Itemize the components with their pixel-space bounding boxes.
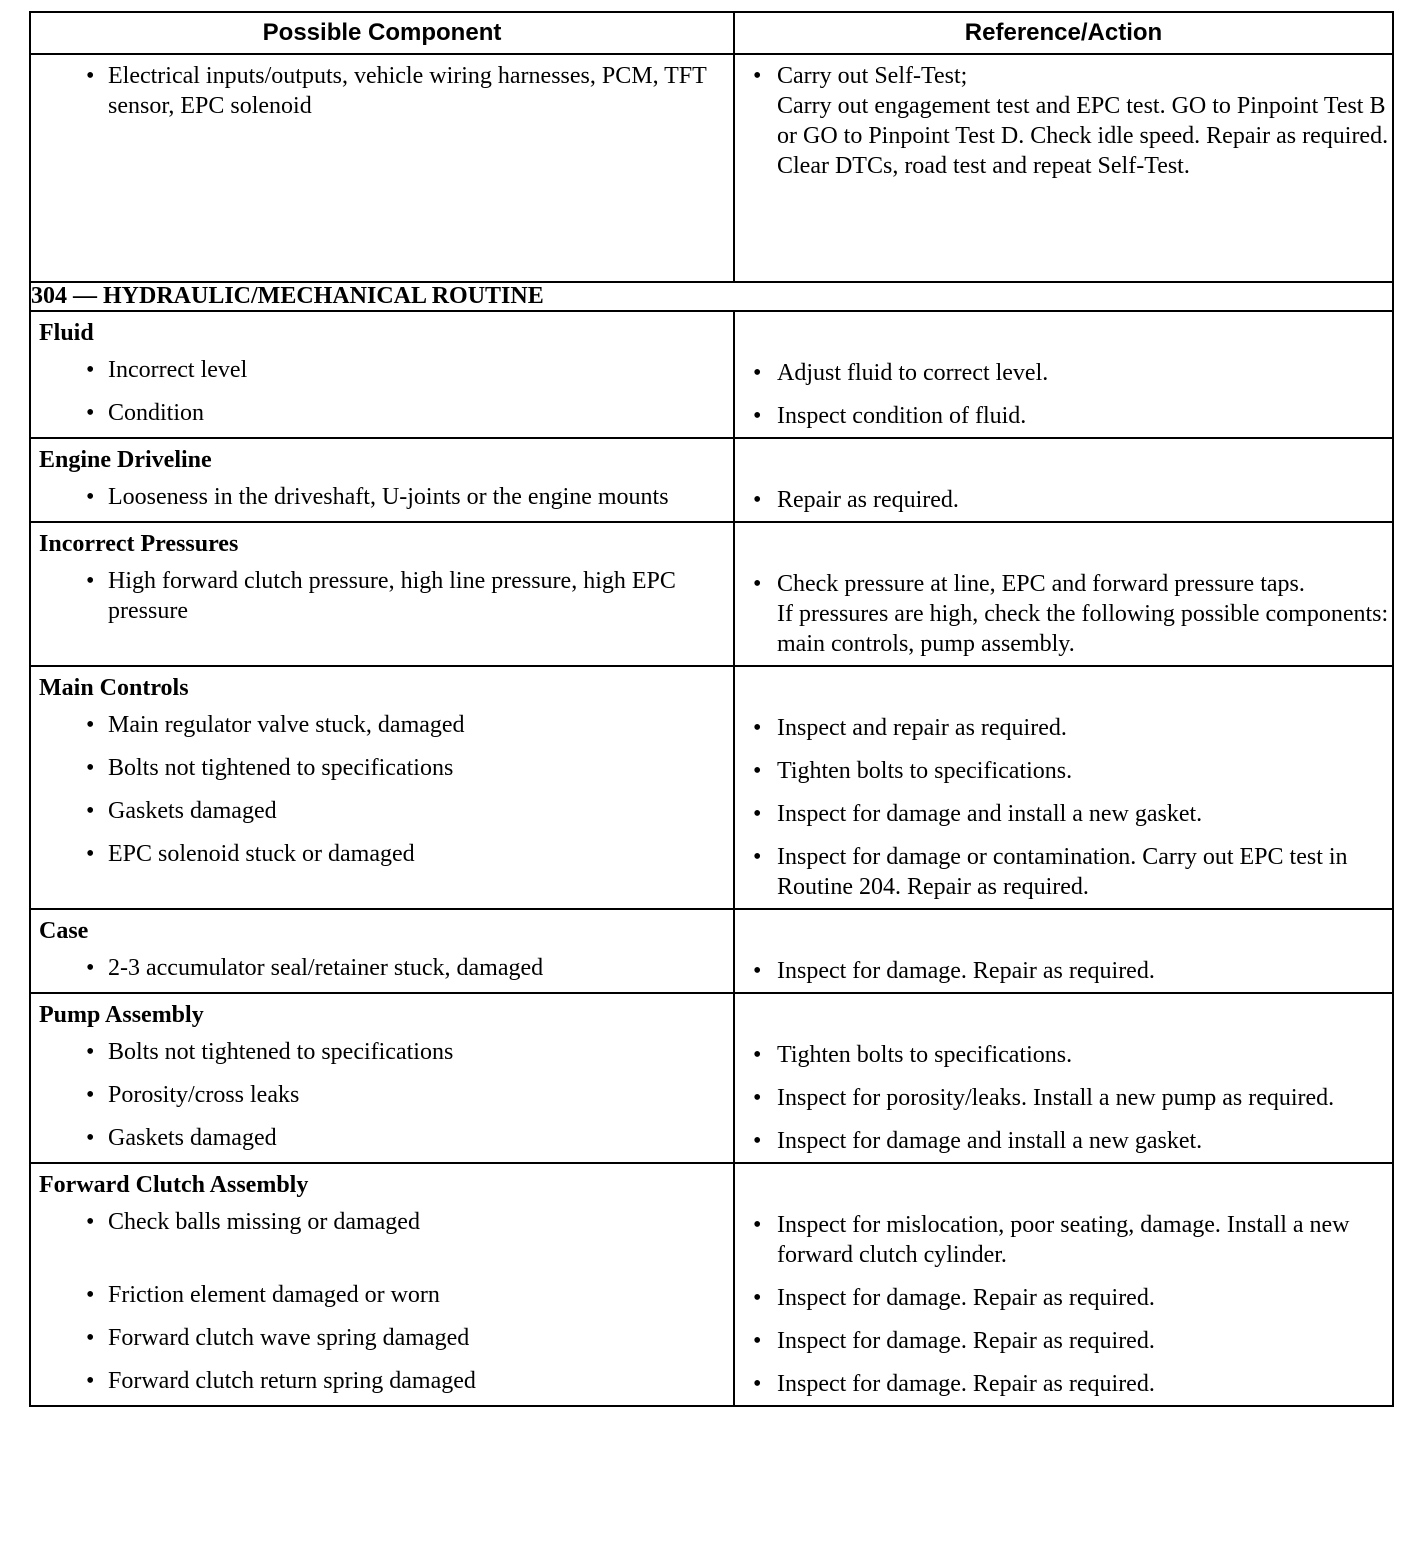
section-engine-driveline [30,438,1393,522]
component-cell [30,438,734,522]
action-text: Tighten bolts to specifications. [777,758,1073,784]
component-cell [30,522,734,666]
bullet: • [86,955,95,981]
component-text: Bolts not tightened to specifications [108,755,454,781]
list-item [735,1040,1392,1083]
list-item [31,61,733,121]
list-item [735,1283,1392,1326]
bullet: • [753,958,762,984]
list-item [735,1369,1392,1405]
action-text: Inspect for damage. Repair as required. [777,1371,1155,1397]
bullet: • [753,1085,762,1111]
section-title: Incorrect Pressures [39,531,239,557]
action-text: Inspect for mislocation, poor seating, damage. Install a new forward clutch cylinder. [777,1212,1350,1268]
bullet: • [86,568,95,594]
list-item [31,953,733,989]
list-item [735,1126,1392,1162]
component-text: 2-3 accumulator seal/retainer stuck, damaged [108,955,544,981]
action-text: Carry out Self-Test; Carry out engagement test and EPC test. GO to Pinpoint Test B or GO to Pinpoint Test D. Check idle speed. Repair as required. Clear DTCs, road test and repeat Self-Test. [777,63,1389,179]
bullet: • [753,801,762,827]
bullet: • [86,1282,95,1308]
component-text: Incorrect level [108,357,248,383]
bullet: • [753,63,762,89]
component-text: Gaskets damaged [108,798,277,824]
component-text: Looseness in the driveshaft, U-joints or the engine mounts [108,484,669,510]
list-item [735,1326,1392,1369]
bullet: • [86,755,95,781]
section-main-controls [30,666,1393,909]
list-item [735,1083,1392,1126]
component-cell [30,1163,734,1406]
bullet: • [753,1328,762,1354]
bullet: • [86,1368,95,1394]
list-item [735,756,1392,799]
bullet: • [753,1212,762,1238]
bullet: • [86,1325,95,1351]
action-text: Inspect for damage. Repair as required. [777,1285,1155,1311]
bullet: • [753,360,762,386]
section-pump-assembly [30,993,1393,1163]
bullet: • [86,1039,95,1065]
diagnostic-table [29,11,1394,1407]
bullet: • [753,1285,762,1311]
list-item [31,1366,733,1402]
list-item [31,398,733,434]
bullet: • [86,357,95,383]
component-text: Check balls missing or damaged [108,1209,420,1235]
intro-row [30,54,1393,282]
bullet: • [86,400,95,426]
header-possible-component: Possible Component [30,12,734,54]
component-cell [30,666,734,909]
section-title: Engine Driveline [39,447,212,473]
list-item [31,482,733,518]
list-item [31,355,733,398]
bullet: • [753,1128,762,1154]
section-title: Case [39,918,89,944]
component-text: Condition [108,400,205,426]
component-cell [30,909,734,993]
action-text: Tighten bolts to specifications. [777,1042,1073,1068]
bullet: • [753,1371,762,1397]
action-cell [734,909,1393,993]
intro-action-cell [734,54,1393,282]
intro-component-cell [30,54,734,282]
bullet: • [86,841,95,867]
section-title: Pump Assembly [39,1002,204,1028]
section-title: Fluid [39,320,94,346]
section-case [30,909,1393,993]
component-text: EPC solenoid stuck or damaged [108,841,415,867]
bullet: • [86,1082,95,1108]
component-text: Main regulator valve stuck, damaged [108,712,465,738]
bullet: • [86,63,95,89]
routine-title: 304 — HYDRAULIC/MECHANICAL ROUTINE [30,282,1393,311]
list-item [31,1323,733,1366]
list-item [735,956,1392,992]
list-item [735,401,1392,437]
list-item [31,796,733,839]
list-item [735,713,1392,756]
list-item [735,842,1392,908]
component-cell [30,311,734,438]
bullet: • [753,487,762,513]
action-text: Inspect for porosity/leaks. Install a new pump as required. [777,1085,1335,1111]
list-item [31,839,733,905]
action-text: Repair as required. [777,487,959,513]
bullet: • [86,1209,95,1235]
action-text: Inspect for damage. Repair as required. [777,1328,1155,1354]
component-text: Forward clutch return spring damaged [108,1368,476,1394]
action-cell [734,438,1393,522]
list-item [31,753,733,796]
header-reference-action: Reference/Action [734,12,1393,54]
section-fluid [30,311,1393,438]
action-text: Inspect for damage and install a new gasket. [777,1128,1203,1154]
list-item [735,569,1392,665]
action-cell [734,311,1393,438]
section-incorrect-pressures [30,522,1393,666]
section-title: Forward Clutch Assembly [39,1172,309,1198]
component-text: Forward clutch wave spring damaged [108,1325,470,1351]
list-item [735,799,1392,842]
bullet: • [753,844,762,870]
bullet: • [86,1125,95,1151]
section-title: Main Controls [39,675,189,701]
bullet: • [753,715,762,741]
component-text: High forward clutch pressure, high line pressure, high EPC pressure [108,568,676,624]
list-item [31,1080,733,1123]
list-item [31,1207,733,1280]
component-text: Bolts not tightened to specifications [108,1039,454,1065]
list-item [735,358,1392,401]
component-text: Gaskets damaged [108,1125,277,1151]
action-text: Inspect and repair as required. [777,715,1067,741]
header-row [30,12,1393,54]
action-text: Inspect for damage. Repair as required. [777,958,1155,984]
bullet: • [86,712,95,738]
bullet: • [753,758,762,784]
list-item [31,710,733,753]
action-cell [734,666,1393,909]
action-text: Inspect for damage or contamination. Carry out EPC test in Routine 204. Repair as required. [777,844,1348,900]
action-cell [734,522,1393,666]
section-forward-clutch-assembly [30,1163,1393,1406]
action-text: Check pressure at line, EPC and forward pressure taps. If pressures are high, check the following possible components: main controls, pump assembly. [777,571,1389,657]
bullet: • [753,571,762,597]
component-text: Electrical inputs/outputs, vehicle wiring harnesses, PCM, TFT sensor, EPC solenoid [108,63,707,119]
list-item [735,61,1392,181]
action-cell [734,993,1393,1163]
bullet: • [753,403,762,429]
component-text: Friction element damaged or worn [108,1282,440,1308]
list-item [735,485,1392,521]
routine-row [30,282,1393,311]
bullet: • [753,1042,762,1068]
list-item [31,1037,733,1080]
list-item [31,1123,733,1159]
action-cell [734,1163,1393,1406]
action-text: Inspect condition of fluid. [777,403,1027,429]
list-item [31,1280,733,1323]
component-text: Porosity/cross leaks [108,1082,300,1108]
bullet: • [86,798,95,824]
list-item [735,1210,1392,1283]
bullet: • [86,484,95,510]
list-item [31,566,733,662]
action-text: Inspect for damage and install a new gasket. [777,801,1203,827]
action-text: Adjust fluid to correct level. [777,360,1049,386]
component-cell [30,993,734,1163]
